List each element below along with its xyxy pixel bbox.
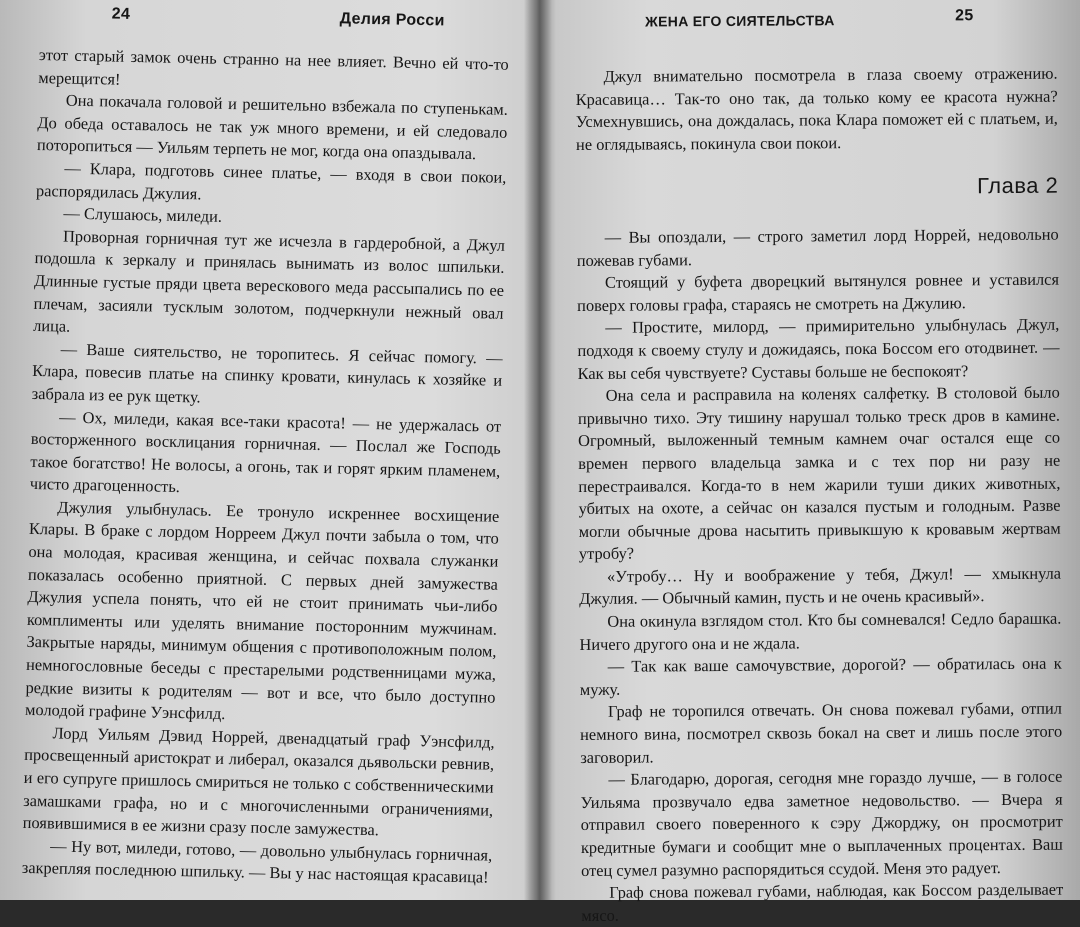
book-gutter	[524, 0, 552, 900]
paragraph: Проворная горничная тут же исчезла в гардеробной, а Джул подошла к зеркалу и принялась вынимать из волос шпильки. Длинные густые пряди цвета верескового меда рассыпались по ее плечам, засияли тусклым золотом, подчеркнули нежный овал лица.	[32, 226, 506, 336]
right-page	[575, 0, 1064, 925]
paragraph: — Так как ваше самочувствие, дорогой? — обратилась она к мужу.	[579, 653, 1062, 699]
paragraph: Она села и расправила на коленях салфетку. В столовой было привычно тихо. Эту тишину нарушал только треск дров в камине. Огромный, выложенный темным камнем очаг остался еще со времен первого владельца замка и с тех пор ни разу не перестраивался. Когда-то в нем жарили туши диких животных, убитых на охоте, а сейчас он казался пустым и голодным. Разве могли обычные дрова насытить привыкшую к кровавым жертвам утробу?	[577, 382, 1061, 564]
paragraph: Граф снова пожевал губами, наблюдая, как Боссом разделывает мясо.	[581, 879, 1064, 925]
paragraph: — Вы опоздали, — строго заметил лорд Норрей, недовольно пожевав губами.	[576, 224, 1059, 270]
paragraph: Стоящий у буфета дворецкий вытянулся ровнее и уставился поверх головы графа, стараясь не смотреть на Джулию.	[577, 269, 1060, 315]
chapter-heading: Глава 2	[976, 173, 1059, 199]
paragraph: — Ну вот, миледи, готово, — довольно улыбнулась горничная, закрепляя последнюю шпильку. — Вы у нас настоящая красавица!	[21, 836, 493, 887]
left-running-title: Делия Росси	[339, 10, 445, 30]
paragraph: этот старый замок очень странно на нее влияет. Вечно ей что-то мерещится!	[38, 44, 509, 89]
right-page-number: 25	[955, 7, 974, 25]
left-page-number: 24	[111, 5, 131, 23]
paragraph: Она покачала головой и решительно взбежала по ступенькам. До обеда оставалось не так уж много времени, и ей следовало поторопиться — Уильям терпеть не мог, когда она опаздывала.	[36, 90, 509, 164]
right-running-title: ЖЕНА ЕГО СИЯТЕЛЬСТВА	[645, 12, 835, 30]
paragraph: Джул внимательно посмотрела в глаза своему отражению. Красавица… Так-то оно так, да только кому ее красота нужна? Усмехнувшись, она дождалась, пока Клара поможет ей с платьем, и, не оглядываясь, покинула свои покои.	[575, 63, 1058, 154]
paragraph: — Ох, миледи, какая все-таки красота! — не удержалась от восторженного восклицания горничная. — Послал же Господь такое богатство! Не волосы, а огонь, так и горят ярким пламенем, чисто драгоценность.	[29, 406, 502, 497]
paragraph: Джулия улыбнулась. Ее тронуло искреннее восхищение Клары. В браке с лордом Норреем Джул почти забыла о том, что она молодая, красивая женщина, и сейчас похвала служанки показалась особенно приятной. С первых дней замужества Джулия успела понять, что ей не стоит принимать чьи-либо комплименты или уделять внимание посторонним мужчинам. Закрытые наряды, минимум общения с противоположным полом, немногословные беседы с престарелыми родственницами мужа, редкие визиты к родителям — вот и все, что было доступно молодой графине Уэнсфилд.	[24, 497, 500, 724]
paragraph: Граф не торопился отвечать. Он снова пожевал губами, отпил немного вина, посмотрел сквозь бокал на свет и лишь после этого заговорил.	[580, 699, 1063, 767]
right-running-head	[575, 0, 1057, 34]
paragraph: — Благодарю, дорогая, сегодня мне гораздо лучше, — в голосе Уильяма прозвучало едва заметное недовольство. — Вчера я отправил своего поверенного к сэру Джорджу, он просмотрит кредитные бумаги и сообщит мне о выплаченных процентах. Ваш отец сумел разумно распорядиться ссудой. Меня это радует.	[580, 766, 1063, 880]
left-body-text	[22, 34, 510, 890]
paragraph: Лорд Уильям Дэвид Норрей, двенадцатый граф Уэнсфилд, просвещенный аристократ и либерал, оказался дьявольски ревнив, и его супруге пришлось смириться не только с собственническими замашками графа, но и с многочисленными ограничениями, появившимися в ее жизни сразу после замужества.	[22, 723, 495, 840]
paragraph: — Ваше сиятельство, не торопитесь. Я сейчас помогу. — Клара, повесив платье на спинку кровати, кинулась к хозяйке и забрала из ее рук щетку.	[31, 339, 503, 407]
paragraph: — Клара, подготовь синее платье, — входя в свои покои, распорядилась Джулия.	[35, 158, 507, 203]
paragraph: — Слушаюсь, миледи.	[63, 203, 223, 227]
paragraph: «Утробу… Ну и воображение у тебя, Джул! — хмыкнула Джулия. — Обычный камин, пусть и не очень красивый».	[579, 563, 1062, 609]
paragraph: Она окинула взглядом стол. Кто бы сомневался! Седло барашка. Ничего другого она и не ждала.	[579, 608, 1062, 654]
left-page	[21, 0, 510, 910]
paragraph: — Простите, милорд, — примирительно улыбнулась Джул, подходя к своему стулу и дожидаясь, пока Боссом его отодвинет. — Как вы себя чувствуете? Суставы больше не беспокоят?	[577, 314, 1060, 383]
right-body-text	[575, 31, 1063, 927]
